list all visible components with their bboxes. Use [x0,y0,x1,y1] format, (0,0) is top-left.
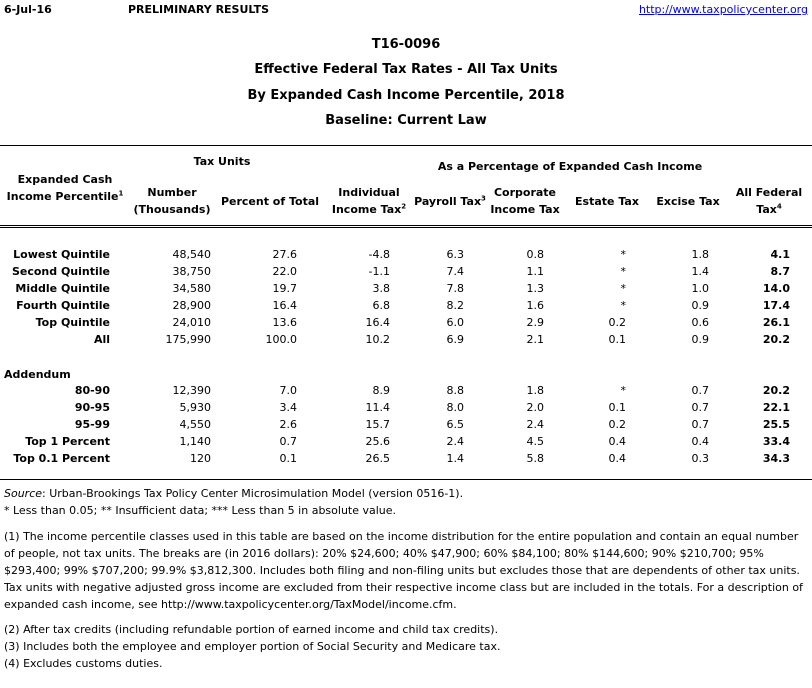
addendum-row-0-pay: 8.8 [446,384,464,397]
row-1-pay: 7.4 [446,265,464,278]
addendum-row-0-corp: 1.8 [526,384,544,397]
row-2-estate: * [620,282,626,295]
header-payroll-label: Payroll Tax [414,195,482,208]
row-2-label: Middle Quintile [15,282,110,295]
row-0-number: 48,540 [172,248,211,261]
row-0-all: 4.1 [770,248,790,261]
header-payroll [410,193,490,210]
header-corporate-line1: Corporate [493,186,557,199]
row-5-pct: 100.0 [265,333,297,346]
row-0-estate: * [620,248,626,261]
row-4-pct: 13.6 [272,316,297,329]
row-1-pct: 22.0 [272,265,297,278]
table-bottom-rule [0,479,812,480]
addendum-row-0-excise: 0.7 [691,384,709,397]
row-4-number: 24,010 [172,316,211,329]
source-link[interactable]: http://www.taxpolicycenter.org [638,3,808,16]
addendum-row-3-label: Top 1 Percent [25,435,110,448]
header-corporate-line2: Income Tax [490,203,560,216]
row-2-pay: 7.8 [446,282,464,295]
addendum-row-3-ind: 25.6 [365,435,390,448]
row-4-estate: 0.2 [608,316,626,329]
addendum-row-1-ind: 11.4 [365,401,390,414]
row-3-all: 17.4 [762,299,790,312]
header-individual [326,184,412,218]
source-text: : Urban-Brookings Tax Policy Center Microsimulation Model (version 0516-1). [42,487,464,500]
row-3-pay: 8.2 [446,299,464,312]
addendum-row-3-pay: 2.4 [446,435,464,448]
row-5-all: 20.2 [762,333,790,346]
row-2-pct: 19.7 [272,282,297,295]
header-number-line1: Number [147,186,197,199]
header-percentile-line1: Expanded Cash [17,173,113,186]
footnote-1: (1) The income percentile classes used in this table are based on the income distribution for the entire population and contain an equal number of people, not tax units. The breaks are (in 2016 dollars): 20% $24,600; 40% $47,900; 60% $84,100; 80% $144,600; 90% $210,700; 95% $293,400; 99% $707,200; 99.9% $3,812,300. Includes both filing and non-filing units but excludes those that are dependents of other tax units. Tax units with negative adjusted gross income are excluded from their respective income class but are included in the totals. For a description of expanded cash income, see http://www.taxpolicycenter.org/TaxModel/income.cfm. [4,530,803,611]
row-5-pay: 6.9 [446,333,464,346]
header-individual-footnote: 2 [401,202,407,211]
row-5-ind: 10.2 [365,333,390,346]
row-3-pct: 16.4 [272,299,297,312]
addendum-row-1-label: 90-95 [74,401,110,414]
table-subtitle: By Expanded Cash Income Percentile, 2018 [247,88,565,103]
addendum-row-2-excise: 0.7 [691,418,709,431]
row-3-excise: 0.9 [691,299,709,312]
group-header-percentage: As a Percentage of Expanded Cash Income [437,160,703,173]
row-4-label: Top Quintile [35,316,110,329]
table-title: Effective Federal Tax Rates - All Tax Units [254,62,558,77]
row-2-number: 34,580 [172,282,211,295]
header-number [128,184,216,218]
row-1-number: 38,750 [172,265,211,278]
row-1-corp: 1.1 [526,265,544,278]
header-corporate [486,184,564,218]
top-bar [4,3,808,19]
row-1-ind: -1.1 [368,265,390,278]
row-4-all: 26.1 [762,316,790,329]
addendum-row-3-estate: 0.4 [608,435,626,448]
header-payroll-footnote: 3 [481,194,486,203]
addendum-row-3-excise: 0.4 [691,435,709,448]
addendum-row-0-all: 20.2 [762,384,790,397]
header-allfed-footnote: 4 [776,202,782,211]
addendum-row-1-pay: 8.0 [446,401,464,414]
row-0-label: Lowest Quintile [13,248,110,261]
addendum-row-3-all: 33.4 [762,435,790,448]
row-3-number: 28,900 [172,299,211,312]
addendum-row-4-excise: 0.3 [691,452,709,465]
header-estate: Estate Tax [575,195,639,208]
row-0-pay: 6.3 [446,248,464,261]
row-2-ind: 3.8 [372,282,390,295]
table-baseline: Baseline: Current Law [325,113,487,128]
group-header-tax-units: Tax Units [193,155,251,168]
addendum-row-1-corp: 2.0 [526,401,544,414]
addendum-row-2-pay: 6.5 [446,418,464,431]
addendum-row-1-number: 5,930 [179,401,211,414]
addendum-row-0-pct: 7.0 [279,384,297,397]
row-3-ind: 6.8 [372,299,390,312]
row-0-pct: 27.6 [272,248,297,261]
row-2-excise: 1.0 [691,282,709,295]
addendum-row-4-label: Top 0.1 Percent [13,452,110,465]
addendum-row-4-ind: 26.5 [365,452,390,465]
footnote-2: (2) After tax credits (including refundable portion of earned income and child tax credits). [4,623,499,636]
addendum-row-2-all: 25.5 [762,418,790,431]
legend-note: * Less than 0.05; ** Insufficient data; *** Less than 5 in absolute value. [4,504,397,517]
addendum-row-0-ind: 8.9 [372,384,390,397]
row-5-corp: 2.1 [526,333,544,346]
row-5-number: 175,990 [165,333,211,346]
addendum-row-2-label: 95-99 [74,418,110,431]
row-3-estate: * [620,299,626,312]
row-4-corp: 2.9 [526,316,544,329]
status-label: PRELIMINARY RESULTS [128,3,270,16]
header-percent-total: Percent of Total [220,195,320,208]
header-percentile-footnote: 1 [118,189,124,198]
addendum-row-1-all: 22.1 [762,401,790,414]
addendum-row-1-excise: 0.7 [691,401,709,414]
row-1-label: Second Quintile [11,265,110,278]
header-individual-line2: Income Tax [331,203,402,216]
addendum-row-0-number: 12,390 [172,384,211,397]
row-1-estate: * [620,265,626,278]
header-top-rule [0,145,812,146]
source-note [4,485,808,502]
row-4-ind: 16.4 [365,316,390,329]
addendum-row-3-pct: 0.7 [279,435,297,448]
addendum-row-0-estate: * [620,384,626,397]
footnote-4: (4) Excludes customs duties. [4,657,163,670]
report-date: 6-Jul-16 [4,3,52,16]
row-0-corp: 0.8 [526,248,544,261]
addendum-row-3-corp: 4.5 [526,435,544,448]
addendum-label: Addendum [4,368,71,381]
addendum-row-2-pct: 2.6 [279,418,297,431]
row-5-label: All [93,333,110,346]
header-bottom-rule [0,225,812,228]
footnote-3: (3) Includes both the employee and employer portion of Social Security and Medicare tax. [4,640,501,653]
header-excise: Excise Tax [656,195,720,208]
addendum-row-4-number: 120 [190,452,211,465]
row-0-excise: 1.8 [691,248,709,261]
row-4-excise: 0.6 [691,316,709,329]
row-2-all: 14.0 [762,282,790,295]
row-4-pay: 6.0 [446,316,464,329]
addendum-row-4-corp: 5.8 [526,452,544,465]
addendum-row-3-number: 1,140 [179,435,211,448]
header-individual-line1: Individual [338,186,400,199]
row-0-ind: -4.8 [368,248,390,261]
addendum-row-2-corp: 2.4 [526,418,544,431]
row-5-excise: 0.9 [691,333,709,346]
header-allfed-line1: All Federal [735,186,803,199]
header-all-federal [730,184,808,218]
header-percentile-line2: Income Percentile [6,190,119,203]
addendum-row-4-estate: 0.4 [608,452,626,465]
source-label: Source [4,487,43,500]
addendum-row-4-pay: 1.4 [446,452,464,465]
addendum-row-4-pct: 0.1 [279,452,297,465]
header-allfed-line2: Tax [756,203,777,216]
header-number-line2: (Thousands) [133,203,211,216]
addendum-row-2-estate: 0.2 [608,418,626,431]
addendum-row-2-number: 4,550 [179,418,211,431]
addendum-row-0-label: 80-90 [74,384,110,397]
addendum-row-1-pct: 3.4 [279,401,297,414]
addendum-row-4-all: 34.3 [762,452,790,465]
row-3-label: Fourth Quintile [16,299,110,312]
table-id: T16-0096 [371,37,441,52]
row-5-estate: 0.1 [608,333,626,346]
addendum-row-1-estate: 0.1 [608,401,626,414]
row-1-all: 8.7 [770,265,790,278]
row-3-corp: 1.6 [526,299,544,312]
addendum-row-2-ind: 15.7 [365,418,390,431]
row-2-corp: 1.3 [526,282,544,295]
row-1-excise: 1.4 [691,265,709,278]
header-percentile [0,171,130,205]
